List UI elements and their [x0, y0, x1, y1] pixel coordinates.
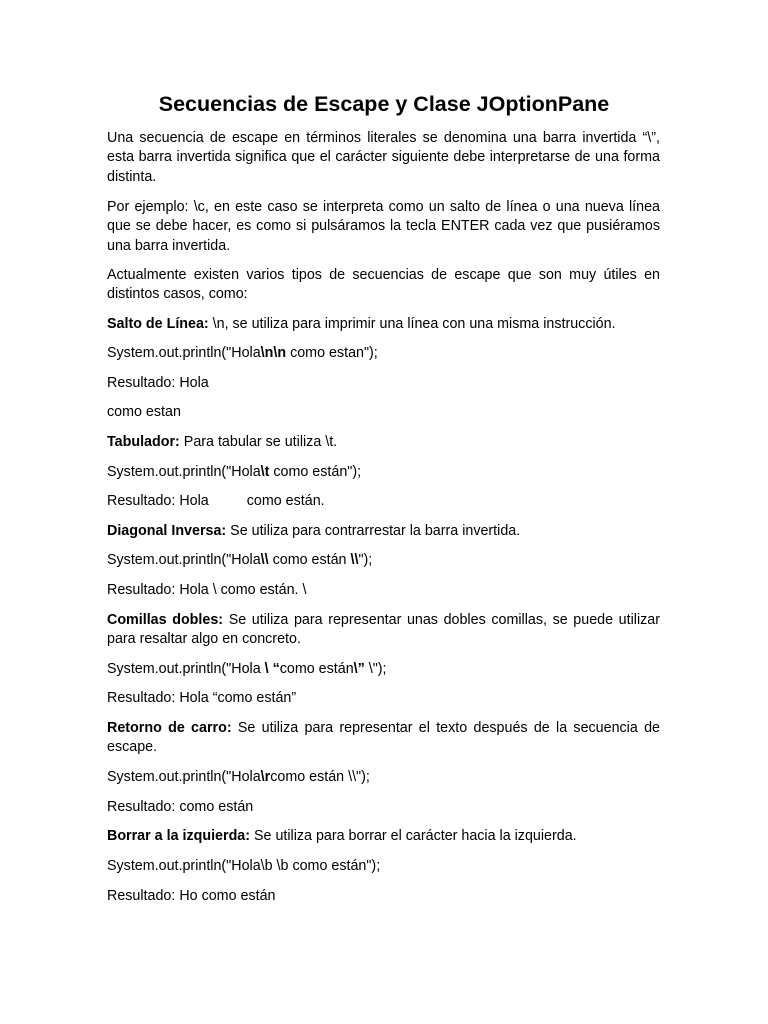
diagonal-inversa-code — [107, 551, 660, 570]
comillas-dobles-label: Comillas dobles: — [107, 612, 224, 628]
code-escape-bold: \ “ — [264, 661, 280, 677]
retorno-carro-desc: Se utiliza para representar el texto después de la secuencia de escape. — [107, 720, 661, 756]
salto-linea-result-line2: como estan — [107, 404, 181, 420]
intro-paragraph-2: Por ejemplo: \c, en este caso se interpreta como un salto de línea o una nueva línea que se debe hacer, es como si pulsáramos la tecla ENTER cada vez que pusiéramos una barra invertida. — [107, 199, 660, 254]
salto-linea-code — [107, 344, 660, 363]
tabulador-code — [107, 463, 660, 482]
code-escape-bold: \r — [260, 769, 271, 785]
code-text: System.out.println("Hola — [107, 552, 261, 568]
code-escape-bold: \t — [260, 464, 270, 480]
comillas-dobles-desc: Se utiliza para representar unas dobles comillas, se puede utilizar para resaltar algo en concreto. — [107, 612, 660, 648]
code-escape-bold: \\ — [350, 552, 359, 568]
diagonal-inversa-result: Resultado: Hola \ como están. \ — [107, 582, 307, 598]
borrar-izquierda-desc: Se utiliza para borrar el carácter hacia la izquierda. — [250, 828, 577, 844]
code-text: como estan"); — [286, 345, 378, 361]
retorno-carro-result: Resultado: como están — [107, 799, 254, 815]
salto-linea-desc: \n, se utiliza para imprimir una línea con una misma instrucción. — [208, 316, 616, 332]
result-text: Resultado: Hola — [107, 493, 209, 509]
borrar-izquierda-result: Resultado: Ho como están — [107, 888, 276, 904]
retorno-carro-paragraph — [107, 719, 660, 758]
code-escape-bold: \\ — [260, 552, 269, 568]
tabulador-label: Tabulador: — [107, 434, 180, 450]
code-text: System.out.println("Hola — [107, 345, 261, 361]
code-text: System.out.println("Hola — [107, 661, 265, 677]
diagonal-inversa-paragraph — [107, 522, 660, 541]
retorno-carro-code — [107, 768, 660, 787]
borrar-izquierda-label: Borrar a la izquierda: — [107, 828, 251, 844]
borrar-izquierda-paragraph — [107, 827, 660, 846]
comillas-dobles-code — [107, 660, 660, 679]
comillas-dobles-result: Resultado: Hola “como están” — [107, 690, 297, 706]
code-text: \"); — [364, 661, 387, 677]
tabulador-paragraph — [107, 433, 660, 452]
salto-linea-result: Resultado: Hola — [107, 375, 209, 391]
code-text: "); — [358, 552, 373, 568]
page-title: Secuencias de Escape y Clase JOptionPane — [158, 92, 610, 116]
salto-linea-paragraph — [107, 315, 660, 334]
diagonal-inversa-desc: Se utiliza para contrarrestar la barra invertida. — [226, 523, 521, 539]
comillas-dobles-paragraph — [107, 611, 660, 650]
code-escape-bold: \” — [353, 661, 365, 677]
code-text: como están"); — [269, 464, 362, 480]
code-text: System.out.println("Hola — [107, 464, 261, 480]
tabulador-result — [107, 492, 660, 511]
intro-paragraph-1: Una secuencia de escape en términos literales se denomina una barra invertida “\”, esta barra invertida significa que el carácter siguiente debe interpretarse de una forma distinta. — [107, 130, 660, 185]
code-text: como están — [279, 661, 354, 677]
salto-linea-label: Salto de Línea: — [107, 316, 209, 332]
diagonal-inversa-label: Diagonal Inversa: — [107, 523, 227, 539]
code-text: como están \\"); — [270, 769, 370, 785]
code-escape-bold: \n\n — [260, 345, 287, 361]
intro-paragraph-3: Actualmente existen varios tipos de secuencias de escape que son muy útiles en distintos casos, como: — [107, 267, 660, 303]
borrar-izquierda-code: System.out.println("Hola\b \b como están"); — [107, 858, 381, 874]
tabulador-desc: Para tabular se utiliza \t. — [179, 434, 338, 450]
retorno-carro-label: Retorno de carro: — [107, 720, 232, 736]
code-text: System.out.println("Hola — [107, 769, 261, 785]
result-text-tabbed: como están. — [246, 493, 325, 509]
code-text: como están — [268, 552, 351, 568]
